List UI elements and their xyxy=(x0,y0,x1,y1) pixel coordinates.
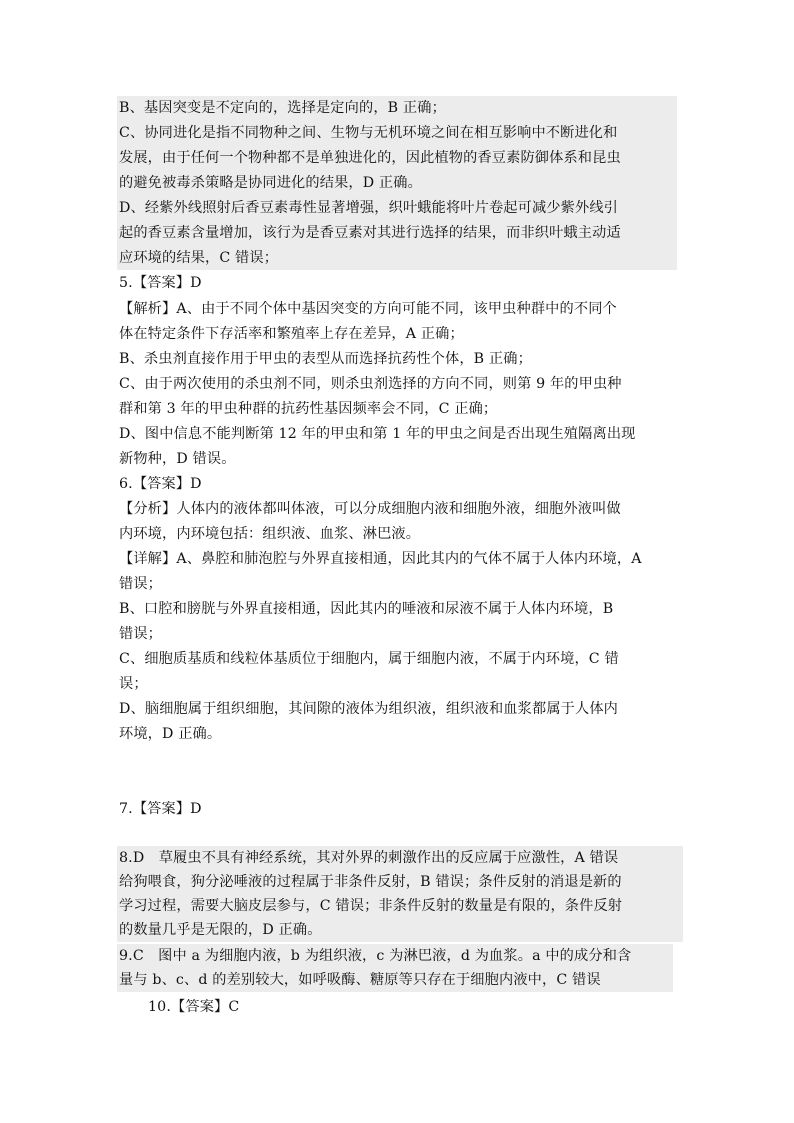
text-line: 【解析】A、由于不同个体中基因突变的方向可能不同，该甲虫种群中的不同个 xyxy=(119,301,617,317)
answer-heading: 5.【答案】D xyxy=(119,275,202,291)
text-line: 新物种，D 错误。 xyxy=(119,451,236,467)
text-line: B、杀虫剂直接作用于甲虫的表型从而选择抗药性个体，B 正确； xyxy=(119,351,532,367)
text-line: 的避免被毒杀策略是协同进化的结果，D 正确。 xyxy=(119,175,422,191)
text-line: 【分析】人体内的液体都叫体液，可以分成细胞内液和细胞外液，细胞外液叫做 xyxy=(119,501,621,517)
text-line: 起的香豆素含量增加，该行为是香豆素对其进行选择的结果，而非织叶蛾主动适 xyxy=(119,225,621,241)
text-line: 误； xyxy=(119,676,148,692)
text-line: B、基因突变是不定向的，选择是定向的，B 正确； xyxy=(119,100,446,116)
text-line: 发展，由于任何一个物种都不是单独进化的，因此植物的香豆素防御体系和昆虫 xyxy=(119,150,621,166)
answer-heading: 7.【答案】D xyxy=(119,801,202,817)
text-line: 8.D 草履虫不具有神经系统，其对外界的刺激作出的反应属于应激性，A 错误 xyxy=(119,850,619,866)
text-line: D、图中信息不能判断第 12 年的甲虫和第 1 年的甲虫之间是否出现生殖隔离出现 xyxy=(119,426,636,442)
text-line: 【详解】A、鼻腔和肺泡腔与外界直接相通，因此其内的气体不属于人体内环境，A xyxy=(119,551,642,567)
text-line: 量与 b、c、d 的差别较大，如呼吸酶、糖原等只存在于细胞内液中，C 错误 xyxy=(119,972,601,988)
text-line: 9.C 图中 a 为细胞内液，b 为组织液，c 为淋巴液，d 为血浆。a 中的成分和含 xyxy=(119,948,632,964)
text-line: 给狗喂食，狗分泌唾液的过程属于非条件反射，B 错误；条件反射的消退是新的 xyxy=(119,874,622,890)
text-line: 错误； xyxy=(119,576,163,592)
text-line: C、细胞质基质和线粒体基质位于细胞内，属于细胞内液，不属于内环境，C 错 xyxy=(119,651,619,667)
text-line: D、经紫外线照射后香豆素毒性显著增强，织叶蛾能将叶片卷起可减少紫外线引 xyxy=(119,200,619,216)
text-line: 错误； xyxy=(119,626,163,642)
text-line: 的数量几乎是无限的，D 正确。 xyxy=(119,922,322,938)
text-line: 群和第 3 年的甲虫种群的抗药性基因频率会不同，C 正确； xyxy=(119,401,498,417)
text-line: 环境，D 正确。 xyxy=(119,726,222,742)
text-line: C、协同进化是指不同物种之间、生物与无机环境之间在相互影响中不断进化和 xyxy=(119,125,618,141)
text-line: 内环境，内环境包括：组织液、血浆、淋巴液。 xyxy=(119,526,421,542)
text-line: 体在特定条件下存活率和繁殖率上存在差异，A 正确； xyxy=(119,326,464,342)
text-line: D、脑细胞属于组织细胞，其间隙的液体为组织液，组织液和血浆都属于人体内 xyxy=(119,701,619,717)
answer-heading: 6.【答案】D xyxy=(119,476,202,492)
text-line: B、口腔和膀胱与外界直接相通，因此其内的唾液和尿液不属于人体内环境，B xyxy=(119,601,614,617)
text-line: 应环境的结果，C 错误； xyxy=(119,250,279,266)
text-line: C、由于两次使用的杀虫剂不同，则杀虫剂选择的方向不同，则第 9 年的甲虫种 xyxy=(119,376,622,392)
text-line: 学习过程，需要大脑皮层参与，C 错误；非条件反射的数量是有限的，条件反射 xyxy=(119,898,623,914)
answer-heading: 10.【答案】C xyxy=(148,999,240,1015)
